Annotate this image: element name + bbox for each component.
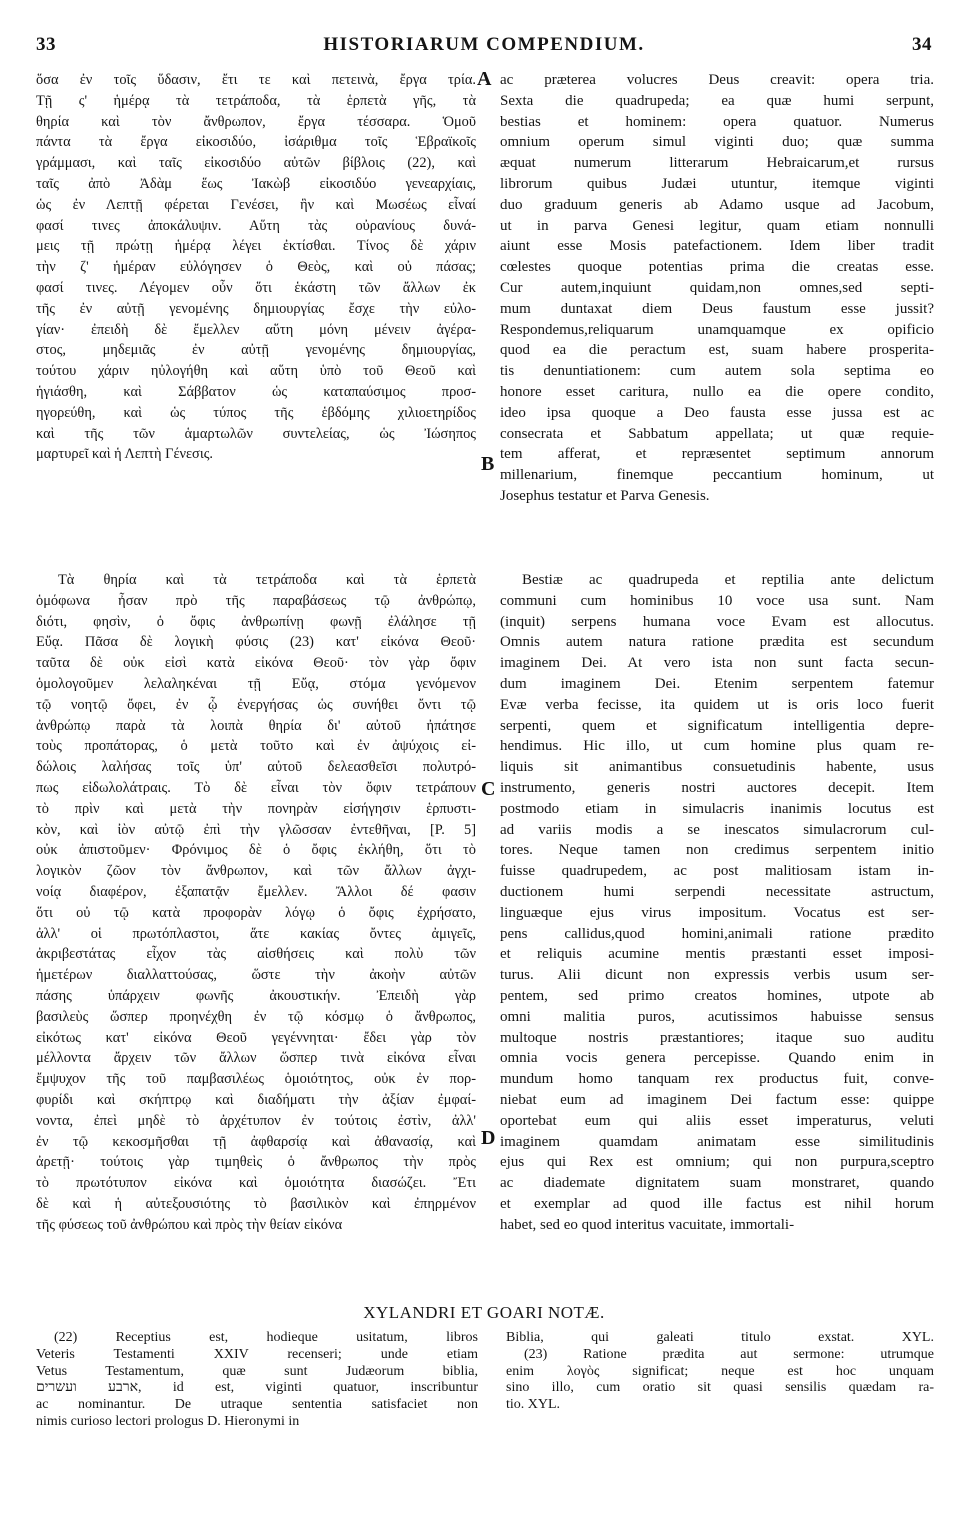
text-line: πως εἰδωλολάτραις. Τὸ δὲ εἶναι τὸν ὄφιν τετράπουν	[36, 779, 476, 796]
text-line: μέλλοντα ἄρχειν τῶν ἄλλων ὥσπερ τινὰ εἰκόνα εἶναι	[36, 1050, 476, 1067]
text-line: serpenti, quem et significatum intelligentia depre-	[500, 717, 934, 734]
footnote-23-and-continuation	[506, 1330, 934, 1414]
text-line: ac diademate dignitatem suam monstraret, quando	[500, 1175, 934, 1192]
text-line: ἔμψυχον τῆς τοῦ παμβασιλέως ὁμοιότητος, οὐκ ἐν πορ-	[36, 1071, 476, 1088]
text-line: ejus qui Rex est omnium; qui non purpura,sceptro	[500, 1154, 934, 1171]
text-line: (inquit) serpens humana voce Evam est allocutus.	[500, 613, 934, 630]
text-line: Τῇ ς' ἡμέρᾳ τὰ τετράποδα, τὰ ἑρπετὰ γῆς, τὰ	[36, 92, 476, 109]
text-line: quod ea die peractum est, suam habere prosperita-	[500, 342, 934, 359]
text-line: δώλοις λαλήσας τοῖς ὑπ' αὐτοῦ δελεασθεῖσι πολυτρό-	[36, 759, 476, 776]
text-line: καὶ τῆς τῶν ἁμαρτωλῶν συντελείας, ὡς Ἰώσηπος	[36, 425, 476, 442]
text-line: sino illo, cum oratio sit quasi sensilis quædam ra-	[506, 1380, 934, 1396]
margin-letter-c: C	[481, 778, 496, 800]
text-line: θηρία καὶ τὸν ἄνθρωπον, ἔργα τέσσαρα. Ὁμοῦ	[36, 113, 476, 130]
text-line: ideo ipsa quoque a Deo fausta esse jussa est ac	[500, 404, 934, 421]
greek-paragraph-1	[36, 70, 476, 465]
text-line: ὁμολογοῦμεν λελαληκέναι τῇ Εὔᾳ, στόμα γενόμενον	[36, 675, 476, 692]
text-line: τὸ πρωτότυπον εἰκόνα καὶ ὁμοιότητα διασώζει. Ἔτι	[36, 1175, 476, 1192]
text-line: εἰκότως κατ' εἰκόνα Θεοῦ γεγέννηται· ἔδει γὰρ τὸν	[36, 1029, 476, 1046]
text-line: τούτου χάριν ηὐλογήθη καὶ αὕτη ὑπὸ τοῦ Θεοῦ καὶ	[36, 363, 476, 380]
text-line: æquat numerum litterarum Hebraicarum,et rursus	[500, 155, 934, 172]
text-line: fuisse quadrupedem, ac post malitiosam istam in-	[500, 863, 934, 880]
text-line: turus. Alii dicunt non expressis verbis usum ser-	[500, 967, 934, 984]
text-line: ac præterea volucres Deus creavit: opera tria.	[500, 72, 934, 88]
text-line: (23) Ratione prædita aut sermone: utrumque	[524, 1346, 934, 1362]
text-line: cœlestes quoque potentias prima die creatas esse.	[500, 259, 934, 276]
text-line: ἀνθρώπῳ παρὰ τὰ λοιπὰ θηρία δι' αὐτοῦ ἠπάτησε	[36, 717, 476, 734]
margin-letter-b: B	[481, 453, 495, 475]
text-line: ac nominantur. De utraque sententia satisfaciet non	[36, 1397, 478, 1413]
text-line: τοὺς προπάτορας, ὁ μετὰ τοῦτο καὶ ἐν ἀψύχοις εἰ-	[36, 738, 476, 755]
text-line: millenarium, finemque peccantium hominum, ut	[500, 467, 934, 484]
text-line: tem afferat, et repræsentet septimum annorum	[500, 446, 934, 463]
text-line: φασί τινες ἀποκάλυψιν. Αὕτη τὰς οὐρανίους δυνά-	[36, 217, 476, 234]
text-line: τῆς φύσεως τοῦ ἀνθρώπου καὶ πρὸς τὴν θείαν εἰκόνα	[36, 1216, 343, 1233]
text-line: mundum homo tanquam rex productus fuit, conve-	[500, 1071, 934, 1088]
text-line: aiunt esse Mosis patefactionem. Idem liber tradit	[500, 238, 934, 255]
text-line: instrumento, generis nostri auctores decepit. Item	[500, 779, 934, 796]
text-line: pentem, sed primo creatos homines, utpote ab	[500, 987, 934, 1004]
text-line: μεις τῇ πρώτῃ ἡμέρᾳ λέγει ἐκτίσθαι. Τίνος δὲ χάριν	[36, 238, 476, 255]
text-line: Evæ verba fecisse, ita quidem ut is oris loco fuerit	[500, 696, 934, 713]
text-line: Omnis autem natura ratione prædita est secundum	[500, 634, 934, 651]
text-line: enim λογὸς significat; neque est hoc unquam	[506, 1363, 934, 1379]
text-line: tores. Neque tamen non credimus serpentem initio	[500, 842, 934, 859]
text-line: κὸν, καὶ ἰὸν αὐτῷ ἐπὶ τὴν γλῶσσαν ἐντεθῆναι, [P. 5]	[36, 821, 476, 838]
text-line: Vetus Testamentum, quæ sunt Judæorum biblia,	[36, 1363, 478, 1379]
text-line: νοίᾳ διαφέρον, ἐξαπατᾷν ἔμελλεν. Ἄλλοι δέ φασιν	[36, 883, 476, 900]
text-line: imaginem Dei. At vero ista non sunt facta secun-	[500, 655, 934, 672]
text-line: φυρίδι καὶ σκήπτρῳ καὶ διαδήματι τὴν ἀξίαν ἐμφαί-	[36, 1091, 476, 1108]
text-line: ἀκριβεστάτας εἶχον τὰς αἰσθήσεις καὶ πολὺ τῶν	[36, 946, 476, 963]
text-line: omni malitia puros, acutissimos habuisse sensus	[500, 1008, 934, 1025]
text-line: τῷ νοητῷ ὄφει, ἐν ᾧ ἐνεργήσας ὡς συνήθει ὄντι τῷ	[36, 696, 476, 713]
text-line: imaginem quamdam animatam esse similitudinis	[500, 1133, 934, 1150]
text-line: et reliquis acumine mentis præstanti esset imposi-	[500, 946, 934, 963]
margin-letter-d: D	[481, 1127, 496, 1149]
text-line: oportebat eum qui aliis esset imperaturus, veluti	[500, 1112, 934, 1129]
text-line: consecrata et Sabbatum appellata; ut quæ requie-	[500, 425, 934, 442]
text-line: tis denuntiationem: cum autem sola septima eo	[500, 363, 934, 380]
text-line: τὴν ζ' ἡμέραν εὐλόγησεν ὁ Θεὸς, καὶ οὐ πάσας;	[36, 259, 476, 276]
text-line: pens callidus,quod homini,animali ratione prædito	[500, 925, 934, 942]
text-line: dum imaginem Dei. Etenim serpentem fatemur	[500, 675, 934, 692]
text-line: ταῖς ἀπὸ Ἀδὰμ ἕως Ἰακὼβ εἰκοσιδύο γενεαρχίαις,	[36, 175, 476, 192]
text-line: (22) Receptius est, hodieque usitatum, libros	[54, 1330, 478, 1345]
text-line: postmodo etiam in simulacris inanimis locutus est	[500, 800, 934, 817]
text-line: ut in parva Genesi legitur, quam etiam nonnulli	[500, 217, 934, 234]
text-line: ὅσα ἐν τοῖς ὕδασιν, ἔτι τε καὶ πετεινὰ, ἔργα τρία.	[36, 72, 476, 88]
text-line: ἐν τῷ κεκοσμῆσθαι τῇ ἀφθαρσίᾳ καὶ ἀθανασίᾳ, καὶ	[36, 1133, 476, 1150]
text-line: Cur autem,inquiunt quidam,non omnes,sed septi-	[500, 279, 934, 296]
text-line: communi cum hominibus 10 voce usa sunt. Nam	[500, 592, 934, 609]
text-line: Sexta die quadrupeda; ea quæ humi serpunt,	[500, 92, 934, 109]
text-line: δὲ καὶ ἡ αὐτεξουσιότης τὸ βασιλικὸν καὶ ἐπηρμένον	[36, 1195, 476, 1212]
text-line: τῆς ἐν αὐτῇ γενομένης δημιουργίας ἔσχε τὴν εὐλο-	[36, 300, 476, 317]
text-line: bestias et hominem: opera quatuor. Numerus	[500, 113, 934, 130]
text-line: Josephus testatur et Parva Genesis.	[500, 487, 710, 504]
page-number-left: 33	[36, 34, 56, 55]
text-line: multoque nostris præstantiores; itaque suo auditu	[500, 1029, 934, 1046]
text-line: ἀρετῇ· τούτοις γὰρ τιμηθεὶς ὁ ἄνθρωπος τὴν πρὸς	[36, 1154, 476, 1171]
text-line: ηγορεύθη, καὶ ὡς τύπος τῆς ἑβδόμης χιλιοετηρίδος	[36, 404, 476, 421]
text-line: ὡς ἐν Λεπτῇ φέρεται Γενέσει, ἣν καὶ Μωσέως εἶναί	[36, 196, 476, 213]
text-line: Respondemus,reliquarum unamquamque ex opificio	[500, 321, 934, 338]
latin-paragraph-1	[500, 70, 934, 507]
text-line: ad variis modis a se inescatos simulacrorum cul-	[500, 821, 934, 838]
text-line: omnia vocis genera percepisse. Quando enim in	[500, 1050, 934, 1067]
text-line: ἀλλ' οἱ πρωτόπλαστοι, ἅτε κακίας ὄντες ἀμιγεῖς,	[36, 925, 476, 942]
text-line: ἡγιάσθη, καὶ Σάββατον ὡς καταπαύσιμος προσ-	[36, 383, 476, 400]
latin-paragraph-2	[500, 570, 934, 1236]
page-number-right: 34	[912, 34, 932, 55]
text-line: librorum quibus Judæi utuntur, itemque viginti	[500, 175, 934, 192]
text-line: liquis sit animantibus consuetudinis habente, usus	[500, 759, 934, 776]
text-line: ἡμετέρων διαλλαττούσας, ὥστε τὴν ἀκοὴν αὐτῶν	[36, 967, 476, 984]
text-line: πάσης ὑπάρχειν φωνῆς ἀκουστικήν. Ἐπειδὴ γὰρ	[36, 987, 476, 1004]
text-line: Biblia, qui galeati titulo exstat. XYL.	[506, 1330, 934, 1345]
text-line: βασιλεὺς ὥσπερ προηνέχθη ἐν τῷ κόσμῳ ὁ ἄνθρωπος,	[36, 1008, 476, 1025]
text-line: ὁμόφωνα ἦσαν πρὸ τῆς παραβάσεως τῷ ἀνθρώπῳ,	[36, 592, 476, 609]
text-line: ὅτι οὐ τῷ κατὰ προφορὰν λόγῳ ὁ ὄφις ἐχρήσατο,	[36, 904, 476, 921]
text-line: γίαν· ἐπειδὴ δὲ ἔμελλεν αὕτη μόνη μένειν ἀγέρα-	[36, 321, 476, 338]
text-line: νοντα, ἐπεὶ μηδὲ τὸ ἀρχέτυπον ἐν τούτοις ἐστὶν, ἀλλ'	[36, 1112, 476, 1129]
text-line: mum duntaxat diem Deus faustum esse jussit?	[500, 300, 934, 317]
running-title: HISTORIARUM COMPENDIUM.	[323, 34, 645, 55]
text-line: οὐκ ἀπιστοῦμεν· Φρόνιμος δὲ ὁ ὄφις ἐκλήθη, ὅτι τὸ	[36, 842, 476, 859]
notes-heading: XYLANDRI ET GOARI NOTÆ.	[363, 1303, 605, 1322]
text-line: et exemplar ad quod ille factus est nihil horum	[500, 1195, 934, 1212]
text-line: duo graduum generis ab Adamo usque ad Jacobum,	[500, 196, 934, 213]
text-line: hendimus. Hic illo, ut cum homine plus quam re-	[500, 738, 934, 755]
text-line: ductionem humi serpendi necessitate astructum,	[500, 883, 934, 900]
text-line: linguæque ejus virus impositum. Vocatus est ser-	[500, 904, 934, 921]
text-line: honore esset caritura, nullo ea die opere condito,	[500, 383, 934, 400]
text-line: ταῦτα δὲ οὐκ εἰσὶ κατὰ εἰκόνα Θεοῦ· τὸν γὰρ ὄφιν	[36, 655, 476, 672]
text-line: στος, μηδεμιᾶς ἐν αὐτῇ γενομένης δημιουργίας,	[36, 342, 476, 359]
text-line: Veteris Testamenti XXIV recenseri; unde etiam	[36, 1346, 478, 1362]
text-line: μαρτυρεῖ καὶ ἡ Λεπτὴ Γένεσις.	[36, 446, 213, 463]
margin-letter-a: A	[477, 68, 492, 90]
text-line: λογικὸν ζῶον τὸν ἄνθρωπον, καὶ τῶν ἄλλων ἀγχι-	[36, 863, 476, 880]
greek-paragraph-2	[36, 570, 476, 1236]
text-line: ארבע ועשרים, id est, viginti quatuor, inscribuntur	[36, 1380, 478, 1396]
text-line: tio. XYL.	[506, 1397, 561, 1413]
text-line: Εὔᾳ. Πᾶσα δὲ λογικὴ φύσις (23) κατ' εἰκόνα Θεοῦ·	[36, 634, 476, 651]
text-line: γράμμασι, καὶ ταῖς εἰκοσιδύο αὐτῶν βίβλοις (22), καὶ	[36, 155, 476, 172]
text-line: habet, sed eo quod interitus vacuitate, immortali-	[500, 1216, 795, 1233]
text-line: Bestiæ ac quadrupeda et reptilia ante delictum	[522, 572, 934, 588]
text-line: niebat eum ad imaginem Dei factum esse: quippe	[500, 1091, 934, 1108]
text-line: τὸ πρὶν καὶ μετὰ τὴν πονηρὰν εἰσήγησιν ἑρπυστι-	[36, 800, 476, 817]
footnote-22	[36, 1330, 478, 1431]
text-line: nimis curioso lectori prologus D. Hieronymi in	[36, 1413, 300, 1429]
text-line: Τὰ θηρία καὶ τὰ τετράποδα καὶ τὰ ἑρπετὰ	[58, 572, 476, 588]
text-line: διότι, φησὶν, ὁ ὄφις ἀνθρωπίνῃ φωνῇ ἐλάλησε τῇ	[36, 613, 476, 630]
text-line: φασί τινες. Λέγομεν οὖν ὅτι ἑκάστη τῶν ἄλλων ἐκ	[36, 279, 476, 296]
text-line: πάντα τὰ ἔργα εἰκοσιδύο, ἰσάριθμα τοῖς Ἑβραϊκοῖς	[36, 134, 476, 151]
text-line: omnium operum simul viginti duo; quæ summa	[500, 134, 934, 151]
